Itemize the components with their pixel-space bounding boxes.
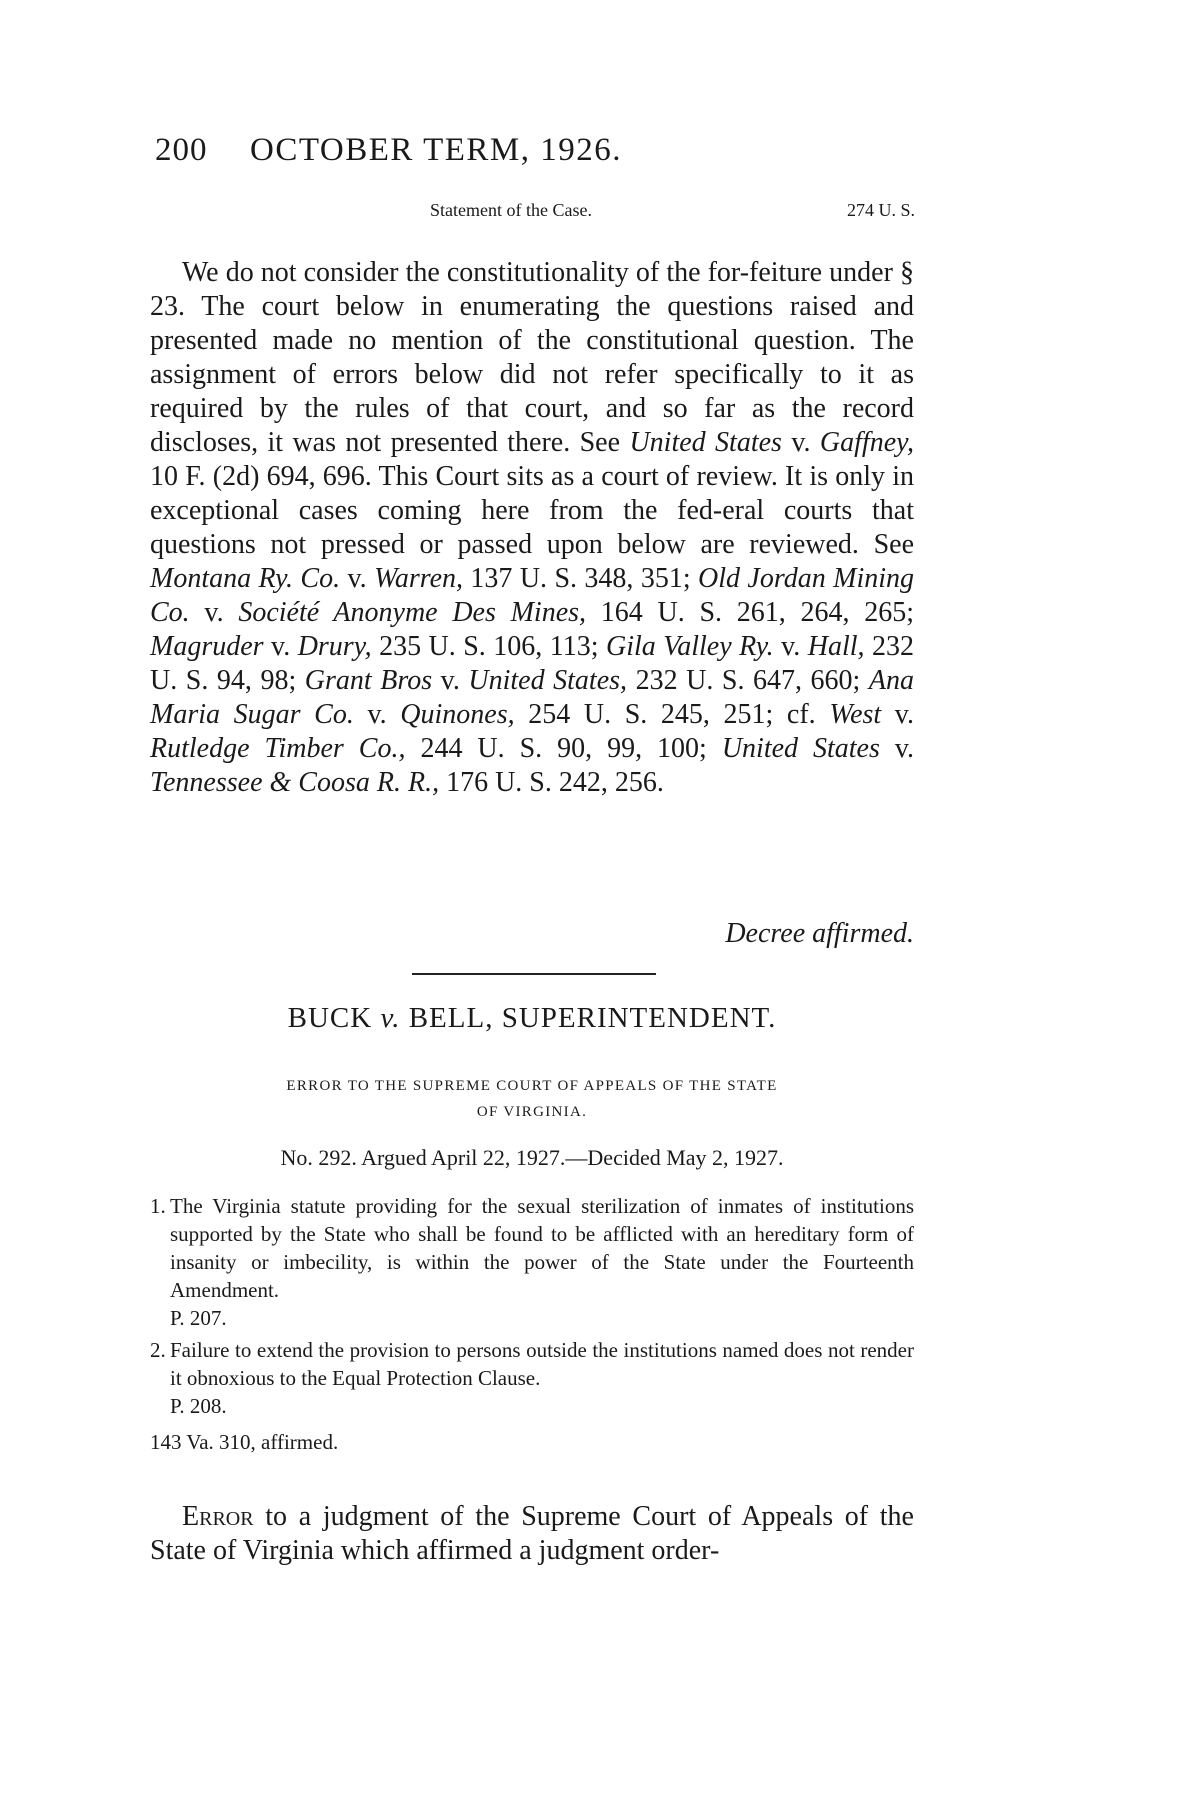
- opinion-text: 254 U. S. 245, 251; cf.: [514, 699, 830, 730]
- section-divider: [412, 973, 656, 975]
- headnote-number: 1.: [150, 1194, 166, 1218]
- opinion-text: v.: [879, 733, 915, 764]
- case-name: Grant Bros: [304, 665, 433, 696]
- headnote-number: 2.: [150, 1338, 166, 1362]
- opinion-text: v.: [781, 427, 820, 458]
- headnote-text: Failure to extend the provision to persons outside the institutions named does not render it obnoxious to the Equal Protection Clause.: [170, 1338, 914, 1390]
- case-name: Montana Ry. Co.: [150, 563, 341, 594]
- headnote-page-ref: P. 207.: [170, 1306, 227, 1330]
- running-head: OCTOBER TERM, 1926.: [250, 132, 622, 168]
- opinion-text: 232 U. S. 647, 660;: [627, 665, 869, 696]
- case-name: Old Jordan Mining Co.: [150, 563, 915, 628]
- statement-lead-word: Error: [182, 1501, 254, 1532]
- case-name: Warren,: [374, 563, 464, 594]
- page-subheader: [155, 200, 915, 228]
- opinion-text: v.: [881, 699, 914, 730]
- case-title: [150, 1002, 914, 1035]
- lower-court-citation: 143 Va. 310, affirmed.: [150, 1430, 339, 1454]
- opinion-paragraph: [150, 256, 914, 800]
- case-name: Magruder: [150, 631, 264, 662]
- statement-paragraph: [150, 1500, 914, 1568]
- case-name: United States: [629, 427, 782, 458]
- case-name: West: [829, 699, 882, 730]
- case-name: Société Anonyme Des Mines,: [238, 597, 587, 628]
- opinion-text: 164 U. S. 261, 264, 265;: [586, 597, 914, 628]
- proceeding-description: [150, 1073, 914, 1125]
- case-name: Quinones,: [400, 699, 515, 730]
- case-name: Gila Valley Ry.: [605, 631, 774, 662]
- headnotes-list: [150, 1192, 914, 1424]
- opinion-text: 10 F. (2d) 694, 696. This Court sits as a court of review. It is only in exceptional cases coming here from the fed-eral courts that questions not pressed or passed upon below are reviewed. See: [150, 461, 914, 560]
- case-party-petitioner: BUCK: [287, 1002, 373, 1034]
- opinion-text: 235 U. S. 106, 113;: [371, 631, 606, 662]
- opinion-text: 244 U. S. 90, 99, 100;: [405, 733, 722, 764]
- proceeding-line-1: ERROR TO THE SUPREME COURT OF APPEALS OF THE STATE: [286, 1078, 778, 1094]
- headnote-text: The Virginia statute providing for the sexual sterilization of inmates of institutions supported by the State who shall be found to be afflicted with an hereditary form of insanity or imbecility, is within the power of the State under the Fourteenth Amendment.: [170, 1194, 914, 1302]
- case-name: Rutledge Timber Co.,: [150, 733, 406, 764]
- proceeding-line-2: OF VIRGINIA.: [476, 1104, 588, 1120]
- case-name: Tennessee & Coosa R. R.,: [150, 767, 440, 798]
- opinion-text: 176 U. S. 242, 256.: [439, 767, 664, 798]
- case-name: Ana Maria Sugar Co.: [150, 665, 914, 730]
- opinion-text: v.: [189, 597, 239, 628]
- case-name: Hall,: [807, 631, 865, 662]
- case-name: Drury,: [297, 631, 372, 662]
- opinion-text: v.: [773, 631, 808, 662]
- case-versus: v.: [380, 1002, 401, 1034]
- opinion-text: v.: [340, 563, 375, 594]
- opinion-text: v.: [432, 665, 469, 696]
- headnote-page-ref: P. 208.: [170, 1394, 227, 1418]
- statement-text: to a judgment of the Supreme Court of Appeals of the State of Virginia which affirmed a judgment order-: [150, 1501, 914, 1566]
- opinion-text: 232 U. S. 94, 98;: [150, 631, 914, 696]
- opinion-text: v.: [263, 631, 298, 662]
- headnote-item: [150, 1192, 914, 1332]
- case-party-respondent: BELL, SUPERINTENDENT.: [408, 1002, 777, 1034]
- case-name: United States,: [468, 665, 628, 696]
- volume-reference: 274 U. S.: [846, 200, 915, 220]
- opinion-text: We do not consider the constitutionality of the for-feiture under § 23. The court below in enumerating the questions raised and presented made no mention of the constitutional question. The assignment of errors below did not refer specifically to it as required by the rules of that court, and so far as the record discloses, it was not presented there. See: [150, 257, 914, 458]
- section-label: Statement of the Case.: [430, 200, 592, 220]
- opinion-text: v.: [353, 699, 401, 730]
- page-header: [155, 132, 915, 178]
- page-number: 200: [155, 132, 208, 168]
- case-name: United States: [721, 733, 880, 764]
- docket-line: No. 292. Argued April 22, 1927.—Decided May 2, 1927.: [280, 1145, 784, 1170]
- opinion-text: 137 U. S. 348, 351;: [463, 563, 699, 594]
- headnote-item: [150, 1336, 914, 1420]
- case-name: Gaffney,: [819, 427, 915, 458]
- decree-line: Decree affirmed.: [725, 918, 914, 949]
